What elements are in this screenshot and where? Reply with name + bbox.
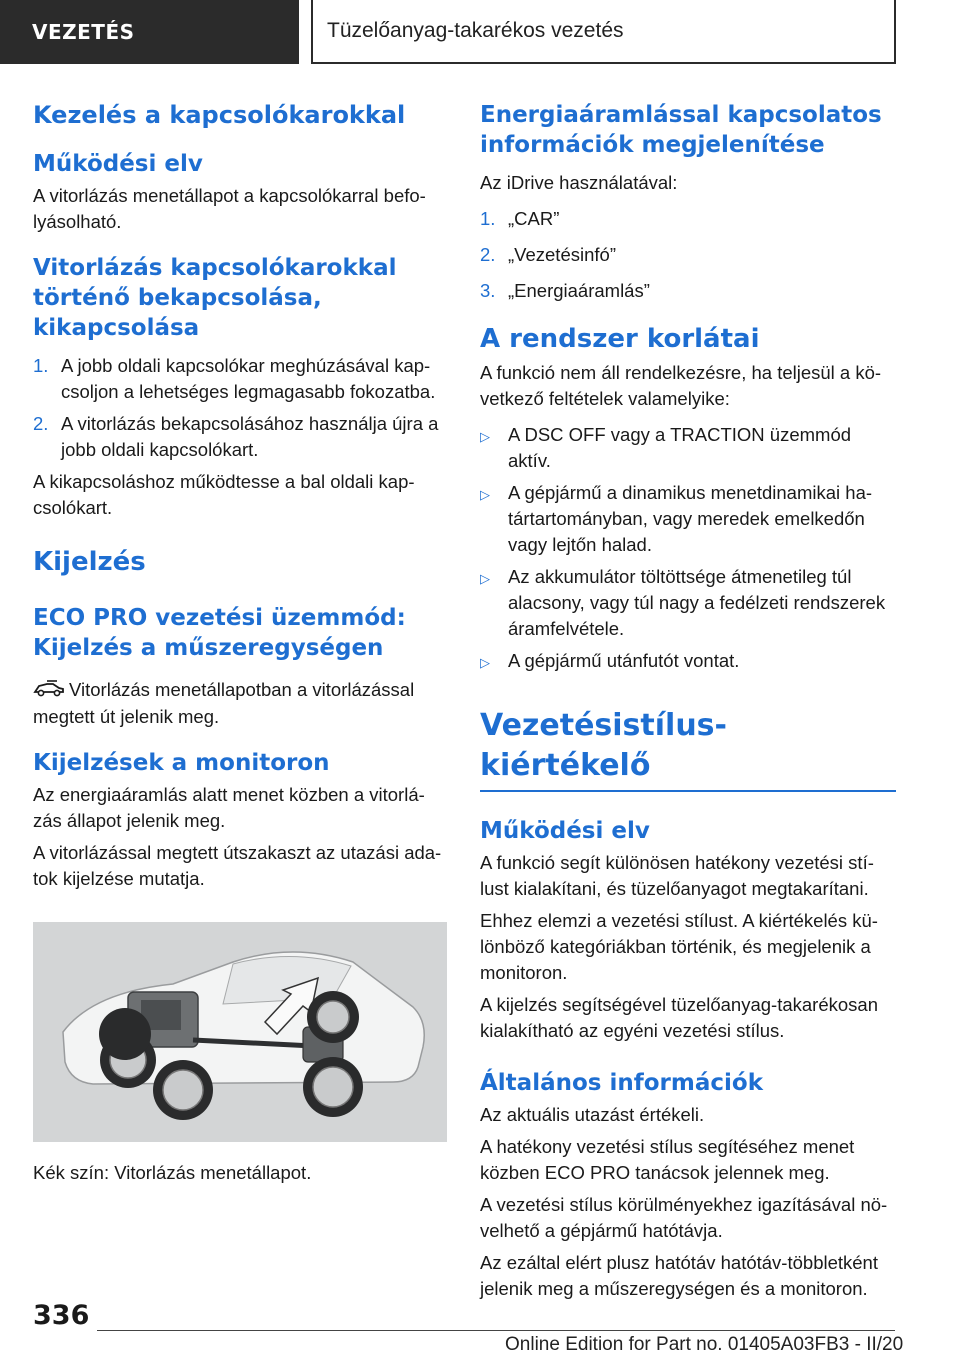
paragraph-style-3: A kijelzés segítségével tüzelőanyag-takarékosan kialakítható az egyéni vezetési stílus. [480,994,878,1041]
paragraph-general-3: A vezetési stílus körülményekhez igazításával nö-velhető a gépjármű hatótávja. [480,1194,888,1241]
list-number: 1. [480,208,496,229]
list-item [480,480,896,558]
eco-pro-text: Vitorlázás menetállapotban a vitorlázással megtett út jelenik meg. [33,679,415,728]
paragraph-deactivate: A kikapcsoláshoz működtesse a bal oldali kap-csolókart. [33,471,415,518]
list-triangle-icon: ▷ [480,429,490,444]
list-triangle-icon: ▷ [480,487,490,502]
list-item [33,411,447,463]
heading-eco-pro: ECO PRO vezetési üzemmód: Kijelzés a műszeregységen [33,605,406,661]
list-text: A gépjármű utánfutót vontat. [508,650,740,671]
paragraph-general-4: Az ezáltal elért plusz hatótáv hatótáv-többletként jelenik meg a műszeregységen és a monitoron. [480,1252,878,1299]
list-text: „Energiaáramlás” [508,280,650,301]
list-text: A DSC OFF vagy a TRACTION üzemmód aktív. [508,424,852,471]
list-item [480,242,896,268]
list-text: „Vezetésinfó” [508,244,616,265]
vehicle-illustration [33,922,447,1142]
activation-steps [33,353,447,463]
section-tab [0,0,299,64]
image-caption: Kék szín: Vitorlázás menetállapot. [33,1162,312,1184]
list-text: A gépjármű a dinamikus menetdinamikai ha-tártartományban, vagy meredek emelkedőn vagy lejtőn halad. [508,482,873,555]
paragraph-limits: A funkció nem áll rendelkezésre, ha teljesül a kö-vetkező feltételek valamelyike: [480,362,882,409]
heading-principle-2: Működési elv [480,818,650,844]
paragraph-monitor-2: A vitorlázással megtett útszakaszt az utazási ada-tok kijelzése mutatja. [33,842,442,890]
edition-note: Online Edition for Part no. 01405A03FB3 - II/20 [505,1334,904,1355]
list-number: 3. [480,280,496,301]
paragraph-general-2: A hatékony vezetési stílus segítéséhez menet közben ECO PRO tanácsok jelennek meg. [480,1136,855,1183]
paragraph-style-1: A funkció segít különösen hatékony vezetési stí-lust kialakítani, és tüzelőanyagot megtakarítani. [480,852,874,899]
list-text: A vitorlázás bekapcsolásához használja újra a jobb oldali kapcsolókart. [61,413,439,460]
limits-list [480,422,896,676]
left-column [33,100,447,1186]
list-text: A jobb oldali kapcsolókar meghúzásával kap-csoljon a lehetséges legmagasabb fokozatba. [61,355,436,402]
paragraph-general-1: Az aktuális utazást értékeli. [480,1104,705,1125]
heading-style-evaluation: Vezetésistílus-kiértékelő [480,706,896,792]
heading-monitor: Kijelzések a monitoron [33,750,330,777]
car-drivetrain-drawing [33,922,447,1142]
coasting-car-icon [33,678,65,704]
heading-activation: Vitorlázás kapcsolókarokkal történő bekapcsolása, kikapcsolása [33,255,397,341]
list-item [480,206,896,232]
paragraph-idrive: Az iDrive használatával: [480,172,678,193]
list-item [480,422,896,474]
topic-header [311,0,896,64]
heading-energy-flow: Energiaáramlással kapcsolatos információk megjelenítése [480,102,882,158]
list-item [480,278,896,304]
paragraph-principle: A vitorlázás menetállapot a kapcsolókarral befo-lyásolható. [33,185,426,232]
menu-path-list [480,206,896,304]
topic-title: Tüzelőanyag-takarékos vezetés [327,19,624,42]
page-number: 336 [33,1300,90,1331]
list-item [480,648,896,676]
list-number: 2. [33,413,49,434]
right-column [480,100,896,1302]
heading-display: Kijelzés [33,547,146,577]
list-triangle-icon: ▷ [480,655,490,670]
heading-general-info: Általános információk [480,1070,763,1096]
heading-switches: Kezelés a kapcsolókarokkal [33,101,406,129]
list-triangle-icon: ▷ [480,571,490,586]
list-text: „CAR” [508,208,560,229]
heading-system-limits: A rendszer korlátai [480,324,760,354]
paragraph-monitor-1: Az energiaáramlás alatt menet közben a vitorlá-zás állapot jelenik meg. [33,784,425,832]
footer-divider [97,1330,895,1331]
list-number: 2. [480,244,496,265]
paragraph-eco-pro [33,677,447,730]
list-item [33,353,447,405]
heading-principle: Működési elv [33,151,203,177]
paragraph-style-2: Ehhez elemzi a vezetési stílust. A kiértékelés kü-lönböző kategóriákban történik, és megjelenik a monitoron. [480,910,878,983]
list-item [480,564,896,642]
list-text: Az akkumulátor töltöttsége átmenetileg túl alacsony, vagy túl nagy a fedélzeti rendszerek áramfelvétele. [508,566,886,639]
section-title: VEZETÉS [32,20,135,44]
list-number: 1. [33,355,49,376]
